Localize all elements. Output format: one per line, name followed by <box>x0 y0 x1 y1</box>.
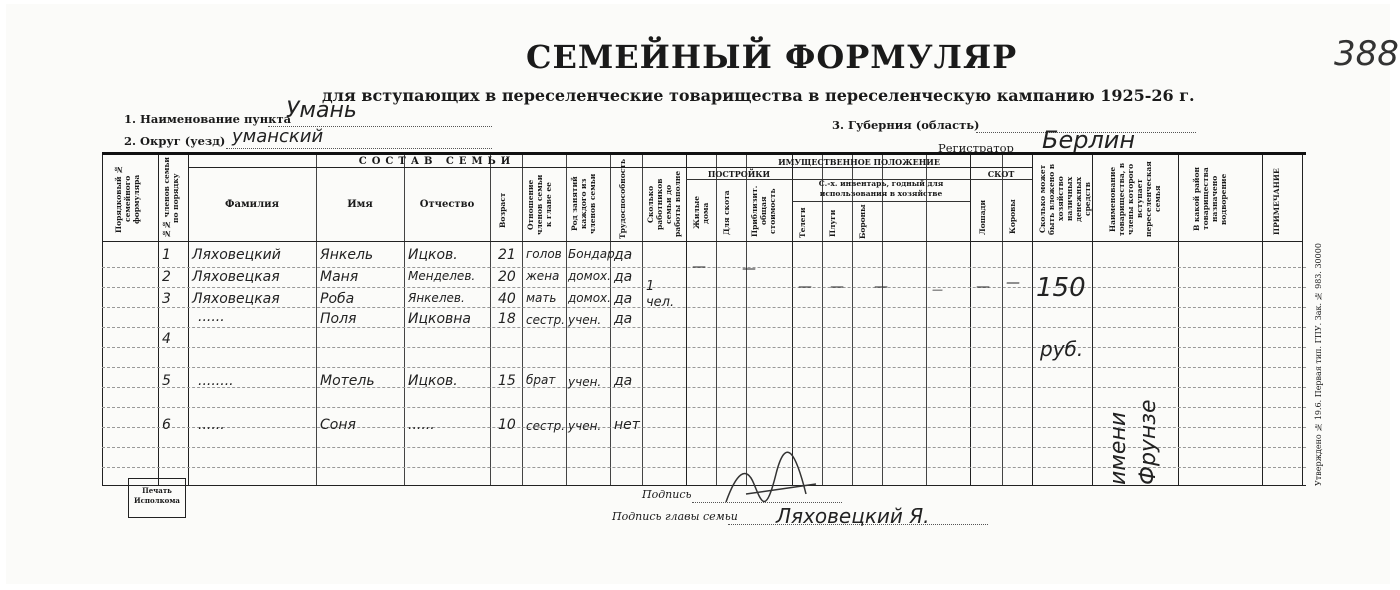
row-name: Соня <box>320 417 356 433</box>
dash-carts: — <box>798 279 812 295</box>
row-relation: сестр. <box>526 313 565 327</box>
registrator-label: Регистратор <box>938 141 1014 155</box>
header-workers-count: Сколько работников семьи до работы вполне <box>646 170 682 238</box>
print-side-note: Утверждено № 19.6. Первая тип. ГПУ. Зак. № 983. 30000 <box>1314 243 1323 486</box>
header-family-group: СОСТАВ СЕМЬИ <box>358 156 516 167</box>
header-serial-no: Порядковый № семейного формуляра <box>114 164 141 234</box>
row-work: да <box>614 291 633 307</box>
header-livestock-group: СКОТ <box>987 169 1015 179</box>
registrator-value: Берлин <box>1042 126 1136 154</box>
header-inventory-group: С.-х. инвентарь, годный для использования в хозяйстве <box>818 179 944 198</box>
row-work: да <box>614 311 633 327</box>
header-carts: Телеги <box>798 207 807 239</box>
header-name: Имя <box>347 199 373 210</box>
row-work: нет <box>614 417 640 433</box>
stamp-box: Печать Исполкома <box>128 478 186 518</box>
header-note: ПРИМЕЧАНИЕ <box>1272 168 1281 235</box>
gubernia-label: 3. Губерния (область) <box>832 118 980 132</box>
header-relation: Отношение членов семьи к главе ее <box>526 174 553 236</box>
row-age: 40 <box>498 291 516 307</box>
row-no: 5 <box>162 373 171 389</box>
header-approx-cost: Приблизит. общая стоимость <box>750 185 777 237</box>
header-surname: Фамилия <box>225 199 279 210</box>
row-patronymic: Менделев. <box>408 269 476 283</box>
row-work: да <box>614 269 633 285</box>
header-district: В какой район товарищества назначено водворение <box>1192 167 1228 231</box>
head-signature-label: Подпись главы семьи <box>612 510 738 523</box>
row-surname: Ляховецкий <box>192 247 281 263</box>
header-occupation: Род занятий каждого из членов семьи <box>570 173 597 235</box>
row-patronymic: Ицков. <box>408 247 458 263</box>
header-dwelling: Жилые дома <box>692 196 710 230</box>
row-patronymic: Ицков. <box>408 373 458 389</box>
dash-ploughs: — <box>830 279 844 295</box>
row-no: 6 <box>162 417 171 433</box>
row-surname: ...... <box>198 417 225 433</box>
row-name: Мотель <box>320 373 375 389</box>
header-patronymic: Отчество <box>419 199 475 210</box>
okrug-label: 2. Округ (уезд) <box>124 134 226 148</box>
row-age: 20 <box>498 269 516 285</box>
row-occupation: учен. <box>568 375 602 389</box>
header-property-group: ИМУЩЕСТВЕННОЕ ПОЛОЖЕНИЕ <box>778 157 940 167</box>
dash-inventory: — <box>932 283 943 296</box>
row-patronymic: ...... <box>408 417 435 433</box>
row-name: Маня <box>320 269 359 285</box>
row-relation: сестр. <box>526 419 565 433</box>
row-surname: ........ <box>198 373 234 389</box>
header-ploughs: Плуги <box>828 209 837 237</box>
header-horses: Лошади <box>978 199 987 235</box>
row-surname: Ляховецкая <box>192 269 280 285</box>
row-occupation: Бондар. <box>568 247 619 261</box>
row-name: Роба <box>320 291 355 307</box>
row-occupation: домох. <box>568 291 611 305</box>
head-signature-value: Ляховецкий Я. <box>776 504 930 528</box>
row-patronymic: Янкелев. <box>408 291 465 305</box>
dash-harrows: — <box>874 279 888 295</box>
row-no: 2 <box>162 269 171 285</box>
row-age: 10 <box>498 417 516 433</box>
row-occupation: учен. <box>568 313 602 327</box>
dash-dwelling: — <box>692 259 706 275</box>
signature-label: Подпись <box>642 488 692 501</box>
header-cattle-build: Для скота <box>722 190 731 236</box>
row-work: да <box>614 247 633 263</box>
row-occupation: домох. <box>568 269 611 283</box>
row-age: 18 <box>498 311 516 327</box>
form-subtitle: для вступающих в переселенческие товарищества в переселенческую кампанию 1925-26 г. <box>322 86 1195 105</box>
row-surname: Ляховецкая <box>192 291 280 307</box>
row-surname: ...... <box>198 309 225 325</box>
partnership-value: имени Фрунзе <box>1106 399 1161 485</box>
header-age: Возраст <box>498 192 507 228</box>
row-name: Янкель <box>320 247 374 263</box>
row-no: 1 <box>162 247 171 263</box>
row-no: 4 <box>162 331 171 347</box>
funds-unit: руб. <box>1040 337 1084 361</box>
row-patronymic: Ицковна <box>408 311 472 327</box>
row-relation: голов <box>526 247 562 261</box>
header-buildings-group: ПОСТРОЙКИ <box>707 169 771 179</box>
punkt-value: Умань <box>286 98 357 123</box>
funds-value: 150 <box>1036 273 1086 303</box>
header-funds: Сколько может быть вложено в хозяйство наличных денежных средств <box>1038 163 1092 235</box>
row-name: Поля <box>320 311 357 327</box>
row-no: 3 <box>162 291 171 307</box>
header-member-no: №№ членов семьи по порядку <box>162 157 180 239</box>
form-page <box>6 4 1399 584</box>
row-work: да <box>614 373 633 389</box>
row-occupation: учен. <box>568 419 602 433</box>
dash-cattle: — <box>742 261 756 277</box>
row-age: 21 <box>498 247 516 263</box>
row-relation: брат <box>526 373 556 387</box>
dash-horses: — <box>976 279 990 295</box>
form-title: СЕМЕЙНЫЙ ФОРМУЛЯР <box>526 38 1018 76</box>
family-table <box>102 152 1306 486</box>
corner-number: 388 <box>1334 34 1399 74</box>
row-relation: жена <box>526 269 560 283</box>
okrug-value: уманский <box>232 126 324 147</box>
dash-cows: — <box>1006 275 1020 291</box>
header-harrows: Бороны <box>858 204 867 239</box>
header-partnership-name: Наименование товарищества, в члены которого вступает переселенческая семья <box>1108 161 1162 237</box>
row-relation: мать <box>526 291 557 305</box>
punkt-label: 1. Наименование пункта <box>124 112 292 126</box>
row-age: 15 <box>498 373 516 389</box>
header-workability: Трудоспособность <box>618 158 627 239</box>
workers-value: 1 чел. <box>646 279 675 310</box>
header-cows: Коровы <box>1008 199 1017 235</box>
